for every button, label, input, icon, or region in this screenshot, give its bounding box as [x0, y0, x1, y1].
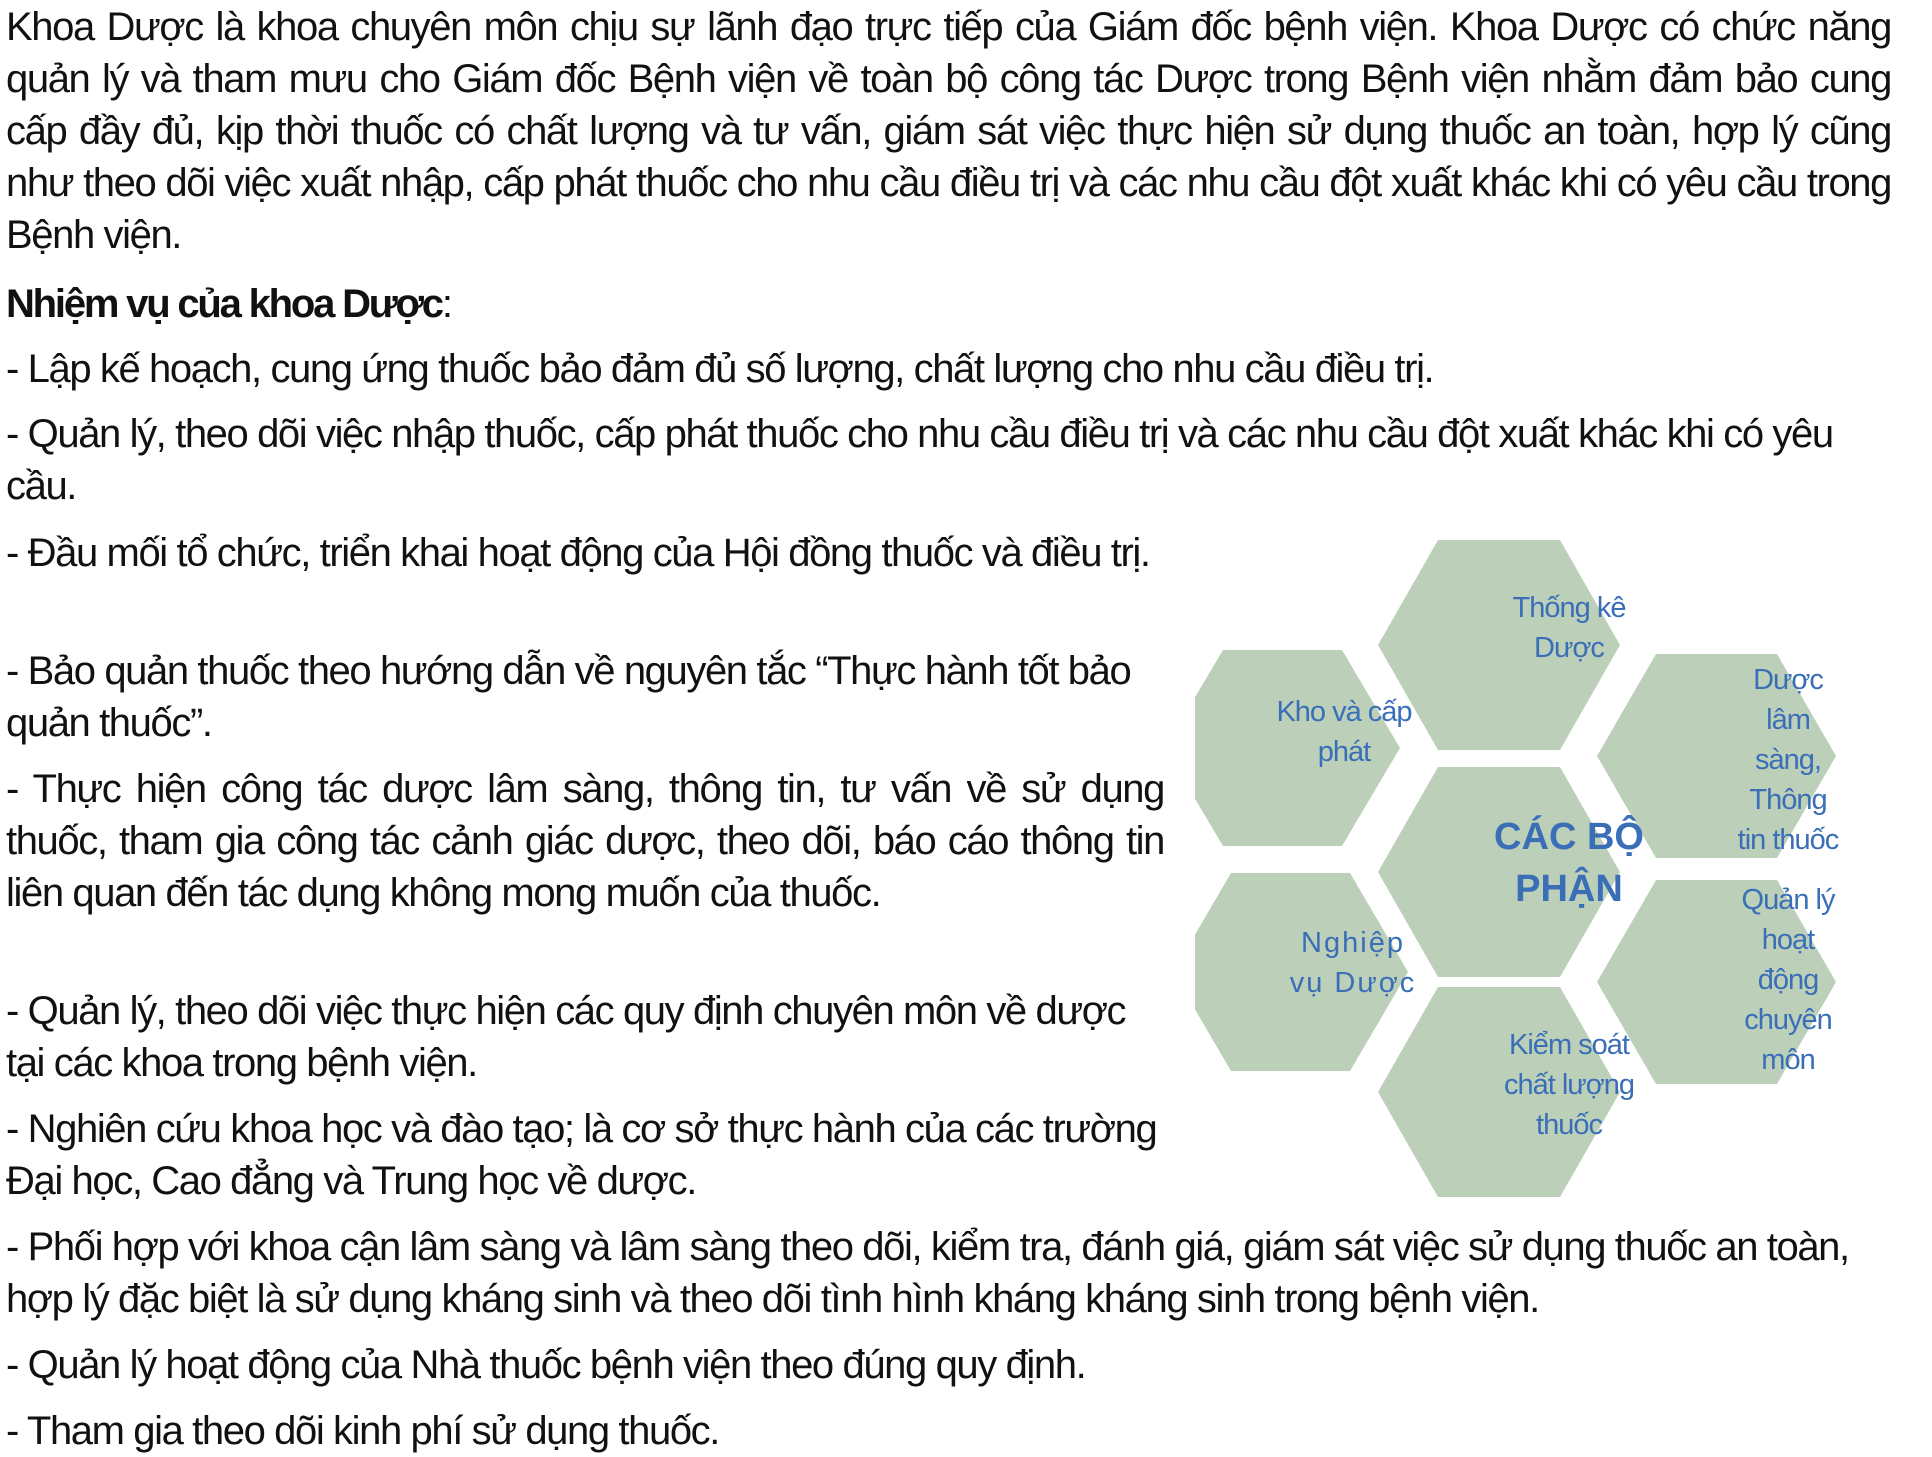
task-item: - Phối hợp với khoa cận lâm sàng và lâm sàng theo dõi, kiểm tra, đánh giá, giám sát việc sử dụng thuốc an toàn, hợp lý đặc biệt là sử dụng kháng sinh và theo dõi tình hình kháng kháng sinh trong bệnh viện.	[6, 1225, 1849, 1321]
unit-label-duoc-lam-sang: Dược lâm sàng, Thông tin thuốc	[1737, 664, 1839, 856]
task-item: - Thực hiện công tác dược lâm sàng, thông tin, tư vấn về sử dụng thuốc, tham gia công tác cảnh giác dược, theo dõi, báo cáo thông tin liên quan đến tác dụng không mong muốn của thuốc.	[6, 767, 1164, 915]
task-item: - Đầu mối tổ chức, triển khai hoạt động của Hội đồng thuốc và điều trị.	[6, 531, 1150, 575]
intro-paragraph: Khoa Dược là khoa chuyên môn chịu sự lãnh đạo trực tiếp của Giám đốc bệnh viện. Khoa Dược có chức năng quản lý và tham mưu cho Giám đốc Bệnh viện về toàn bộ công tác Dược trong Bệnh viện nhằm đảm bảo cung cấp đầy đủ, kịp thời thuốc có chất lượng và tư vấn, giám sát việc thực hiện sử dụng thuốc an toàn, hợp lý cũng như theo dõi việc xuất nhập, cấp phát thuốc cho nhu cầu điều trị và các nhu cầu đột xuất khác khi có yêu cầu trong Bệnh viện.	[6, 5, 1891, 257]
task-item: - Quản lý hoạt động của Nhà thuốc bệnh viện theo đúng quy định.	[6, 1343, 1086, 1387]
task-item: - Quản lý, theo dõi việc nhập thuốc, cấp phát thuốc cho nhu cầu điều trị và các nhu cầu đột xuất khác khi có yêu cầu.	[6, 412, 1833, 508]
task-item: - Lập kế hoạch, cung ứng thuốc bảo đảm đủ số lượng, chất lượng cho nhu cầu điều trị.	[6, 347, 1434, 391]
unit-label-nghiep-vu: Nghiệp vụ Dược	[1289, 927, 1417, 999]
tasks-heading-colon: :	[441, 282, 452, 326]
task-item: - Quản lý, theo dõi việc thực hiện các quy định chuyên môn về dược tại các khoa trong bệnh viện.	[6, 989, 1126, 1085]
task-item: - Nghiên cứu khoa học và đào tạo; là cơ sở thực hành của các trường Đại học, Cao đẳng và Trung học về dược.	[6, 1107, 1157, 1203]
departments-diagram	[1195, 530, 1895, 1210]
unit-label-kho-cap-phat: Kho và cấp phát	[1276, 696, 1412, 768]
unit-label-thong-ke: Thống kê Dược	[1512, 592, 1626, 664]
tasks-heading-line	[6, 278, 1891, 330]
unit-label-quan-ly-hoat-dong: Quản lý hoạt động chuyên môn	[1741, 884, 1835, 1076]
center-label: CÁC BỘ PHẬN	[1494, 816, 1644, 910]
task-item: - Tham gia theo dõi kinh phí sử dụng thuốc.	[6, 1409, 719, 1453]
unit-label-kiem-soat: Kiểm soát chất lượng thuốc	[1503, 1029, 1635, 1141]
tasks-heading: Nhiệm vụ của khoa Dược	[6, 282, 442, 326]
task-item: - Bảo quản thuốc theo hướng dẫn về nguyên tắc “Thực hành tốt bảo quản thuốc”.	[6, 649, 1131, 745]
